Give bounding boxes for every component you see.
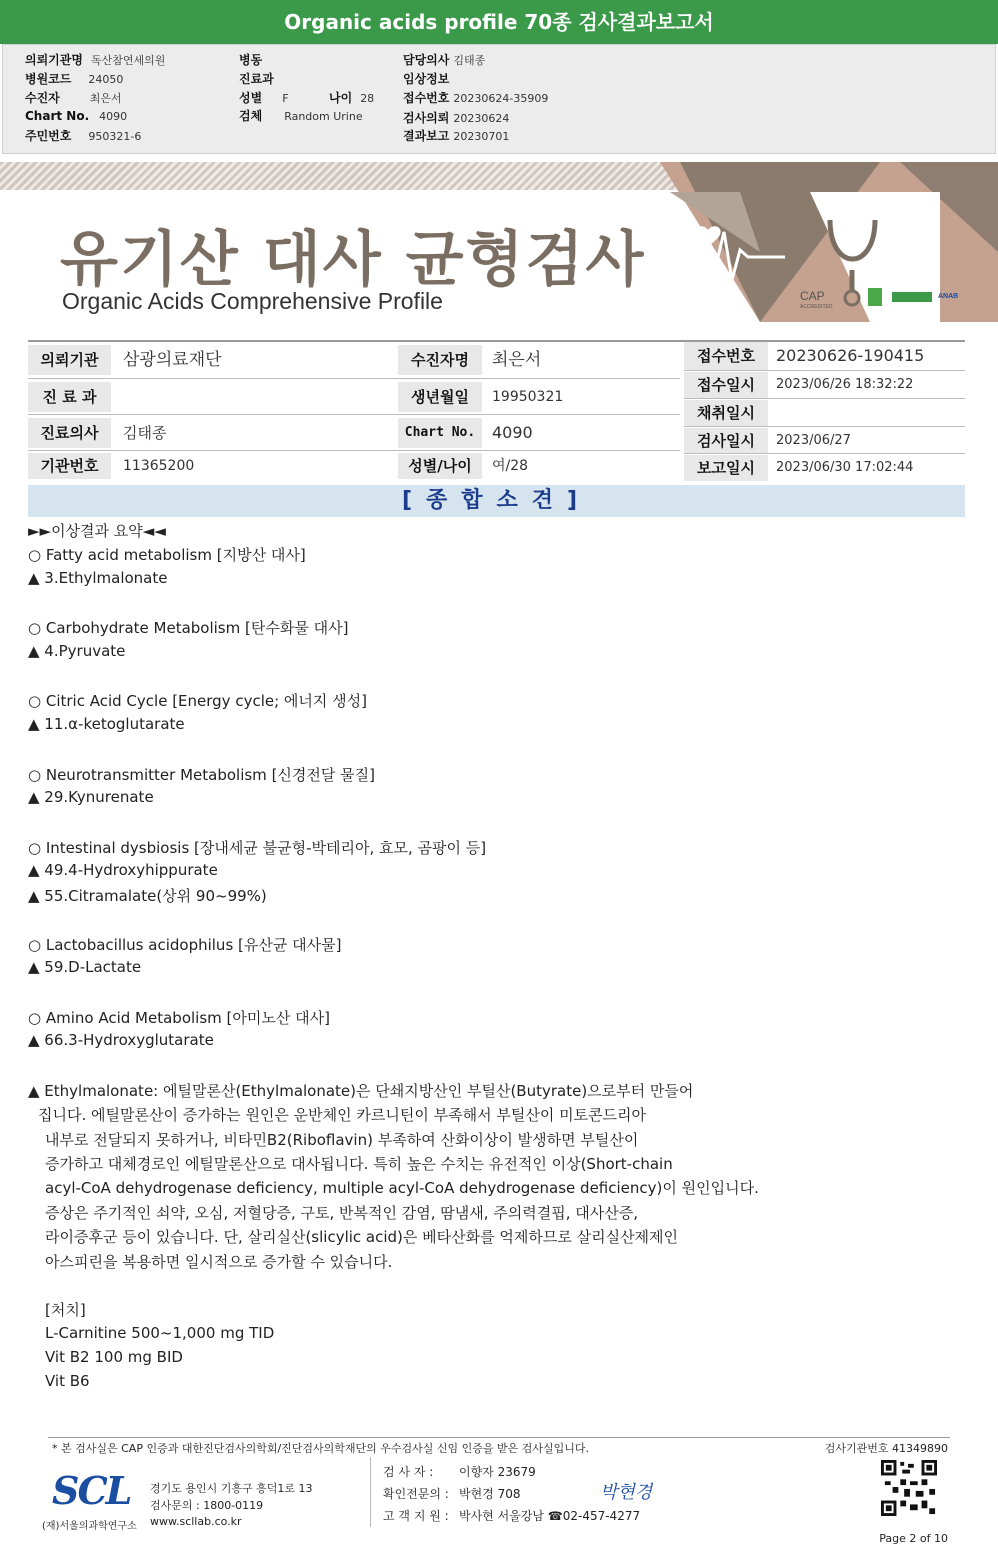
label-sex-age: 성별/나이	[398, 453, 482, 479]
footer-certification-note: * 본 검사실은 CAP 인증과 대한진단검사의학회/진단검사의학재단의 우수검사실 신임 인증을 받은 검사실입니다.	[52, 1442, 590, 1455]
field-resident-no: 주민번호 950321-6	[25, 129, 142, 143]
value-birth: 19950321	[492, 389, 564, 405]
footer-separator	[370, 1457, 371, 1527]
summary-line: 집니다. 에틸말론산이 증가하는 원인은 운반체인 카르니틴이 부족해서 부틸산이 미토콘드리아	[38, 1106, 647, 1125]
value-report-date: 2023/06/30 17:02:44	[776, 460, 914, 475]
summary-line: 증가하고 대체경로인 에틸말론산으로 대사됩니다. 특히 높은 수치는 유전적인 이상(Short-chain	[45, 1155, 673, 1174]
table-row-line	[684, 453, 965, 454]
value-chart-no: 4090	[492, 423, 533, 442]
field-receipt-no: 접수번호 20230624-35909	[403, 91, 549, 105]
summary-line: ○ Citric Acid Cycle [Energy cycle; 에너지 생성]	[28, 692, 367, 711]
field-clinical-info: 임상정보	[403, 72, 450, 86]
footer-address: 경기도 용인시 기흥구 흥덕1로 13	[150, 1482, 313, 1495]
footer-inquiry: 검사문의 : 1800-0119	[150, 1499, 264, 1512]
banner-title-korean: 유기산 대사 균형검사	[60, 225, 646, 295]
label-receipt-date: 접수일시	[684, 372, 768, 398]
summary-line: ○ Carbohydrate Metabolism [탄수화물 대사]	[28, 619, 349, 638]
value-sex-age: 여/28	[492, 458, 529, 474]
summary-line: ○ Intestinal dysbiosis [장내세균 불균형-박테리아, 효모, 곰팡이 등]	[28, 838, 487, 857]
footer-divider	[48, 1437, 950, 1438]
label-institution-code: 기관번호	[28, 453, 111, 479]
field-patient: 수진자 최은서	[25, 91, 122, 105]
footer-lab-code: 검사기관번호 41349890	[824, 1442, 948, 1455]
anab-logo: ANAB	[938, 293, 959, 300]
summary-line: Vit B6	[45, 1372, 90, 1391]
qr-code-icon	[880, 1460, 938, 1516]
scl-logo-subtitle: (재)서울의과학연구소	[42, 1521, 137, 1532]
cap-logo: CAP	[800, 289, 825, 303]
footer-website: www.scllab.co.kr	[150, 1515, 242, 1528]
signature: 박현경	[600, 1482, 653, 1503]
label-patient-name: 수진자명	[398, 345, 482, 375]
field-doctor: 담당의사 김태종	[403, 53, 486, 67]
summary-line: ○ Lactobacillus acidophilus [유산균 대사물]	[28, 935, 342, 954]
value-collect-date	[770, 400, 776, 426]
table-row-line	[28, 414, 680, 415]
value-institution-code: 11365200	[123, 458, 195, 474]
label-chart-no: Chart No.	[398, 418, 482, 448]
summary-line: 라이증후군 등이 있습니다. 단, 살리실산(slicylic acid)은 베타산화를 억제하므로 살리실산제제인	[45, 1228, 679, 1247]
field-specimen: 검체 Random Urine	[239, 109, 363, 123]
footer-support: 고 객 지 원 : 박사현 서울강남 ☎02-457-4277	[383, 1509, 641, 1523]
label-institution: 의뢰기관	[28, 345, 111, 375]
table-row-line	[684, 426, 965, 427]
summary-line: ▲ 3.Ethylmalonate	[28, 568, 168, 587]
label-receipt-no: 접수번호	[684, 342, 768, 370]
field-hospital-code: 병원코드 24050	[25, 72, 124, 86]
summary-line: ►►이상결과 요약◄◄	[28, 522, 166, 540]
label-report-date: 보고일시	[684, 455, 768, 481]
label-dept: 진 료 과	[28, 382, 111, 412]
label-doctor: 진료의사	[28, 418, 111, 448]
summary-line: 증상은 주기적인 쇠약, 오심, 저혈당증, 구토, 반복적인 감염, 땀냄새, 주의력결핍, 대사산증,	[45, 1203, 638, 1222]
summary-line: ▲ 29.Kynurenate	[28, 787, 154, 806]
summary-line: acyl-CoA dehydrogenase deficiency, multiple acyl-CoA dehydrogenase deficiency)이 원인입니다.	[45, 1179, 759, 1198]
field-dept: 진료과	[239, 72, 274, 86]
section-header-summary: [종합소견]	[28, 485, 965, 517]
value-dept	[117, 382, 123, 412]
value-receipt-no: 20230626-190415	[776, 346, 925, 365]
summary-line: ▲ 59.D-Lactate	[28, 958, 142, 977]
summary-line: Vit B2 100 mg BID	[45, 1347, 183, 1366]
banner-graphic	[640, 162, 998, 330]
banner-title-english: Organic Acids Comprehensive Profile	[62, 288, 443, 314]
summary-line: 내부로 전달되지 못하거나, 비타민B2(Riboflavin) 부족하여 산화이상이 발생하면 부틸산이	[45, 1130, 639, 1149]
label-test-date: 검사일시	[684, 428, 768, 454]
header-info	[2, 44, 996, 154]
summary-line: [처치]	[45, 1301, 86, 1320]
footer-tester: 검 사 자 : 이향자 23679	[383, 1465, 536, 1479]
field-report-date: 결과보고 20230701	[403, 129, 510, 143]
summary-line: 아스피린을 복용하면 일시적으로 증가할 수 있습니다.	[45, 1252, 393, 1271]
page-number: Page 2 of 10	[879, 1532, 948, 1545]
value-test-date: 2023/06/27	[776, 433, 851, 448]
report-title: Organic acids profile 70종 검사결과보고서	[0, 0, 998, 44]
kola-logo	[892, 292, 932, 302]
footer-specialist: 확인전문의 : 박현경 708	[383, 1487, 521, 1501]
summary-line: ○ Fatty acid metabolism [지방산 대사]	[28, 546, 306, 565]
lmi-logo	[868, 288, 882, 306]
value-doctor: 김태종	[123, 424, 167, 442]
summary-line: L-Carnitine 500~1,000 mg TID	[45, 1323, 275, 1342]
summary-line: ○ Neurotransmitter Metabolism [신경전달 물질]	[28, 765, 375, 784]
summary-line: ▲ Ethylmalonate: 에틸말론산(Ethylmalonate)은 단쇄지방산인 부틸산(Butyrate)으로부터 만들어	[28, 1082, 694, 1101]
label-collect-date: 채취일시	[684, 400, 768, 426]
field-sex: 성별 F	[239, 91, 289, 105]
field-request-date: 검사의뢰 20230624	[403, 111, 510, 125]
field-institution: 의뢰기관명 독산참연세의원	[25, 53, 166, 67]
summary-line: ○ Amino Acid Metabolism [아미노산 대사]	[28, 1009, 330, 1027]
summary-line: ▲ 49.4-Hydroxyhippurate	[28, 860, 218, 879]
value-patient-name: 최은서	[492, 350, 542, 370]
summary-line: ▲ 11.α-ketoglutarate	[28, 714, 185, 733]
value-institution: 삼광의료재단	[123, 350, 222, 370]
summary-line: ▲ 55.Citramalate(상위 90~99%)	[28, 887, 267, 906]
cap-accredited: ACCREDITED	[800, 304, 833, 310]
field-age: 나이 28	[329, 91, 375, 105]
scl-logo: SCL	[52, 1468, 131, 1513]
table-row-line	[28, 450, 680, 451]
field-chart-no: Chart No. 4090	[25, 109, 128, 123]
label-birth: 생년월일	[398, 382, 482, 412]
table-row-line	[684, 398, 965, 399]
summary-line: ▲ 4.Pyruvate	[28, 641, 126, 660]
value-receipt-date: 2023/06/26 18:32:22	[776, 377, 914, 392]
field-ward: 병동	[239, 53, 263, 67]
table-row-line	[28, 378, 680, 379]
summary-line: ▲ 66.3-Hydroxyglutarate	[28, 1031, 214, 1050]
table-row-line	[684, 370, 965, 371]
